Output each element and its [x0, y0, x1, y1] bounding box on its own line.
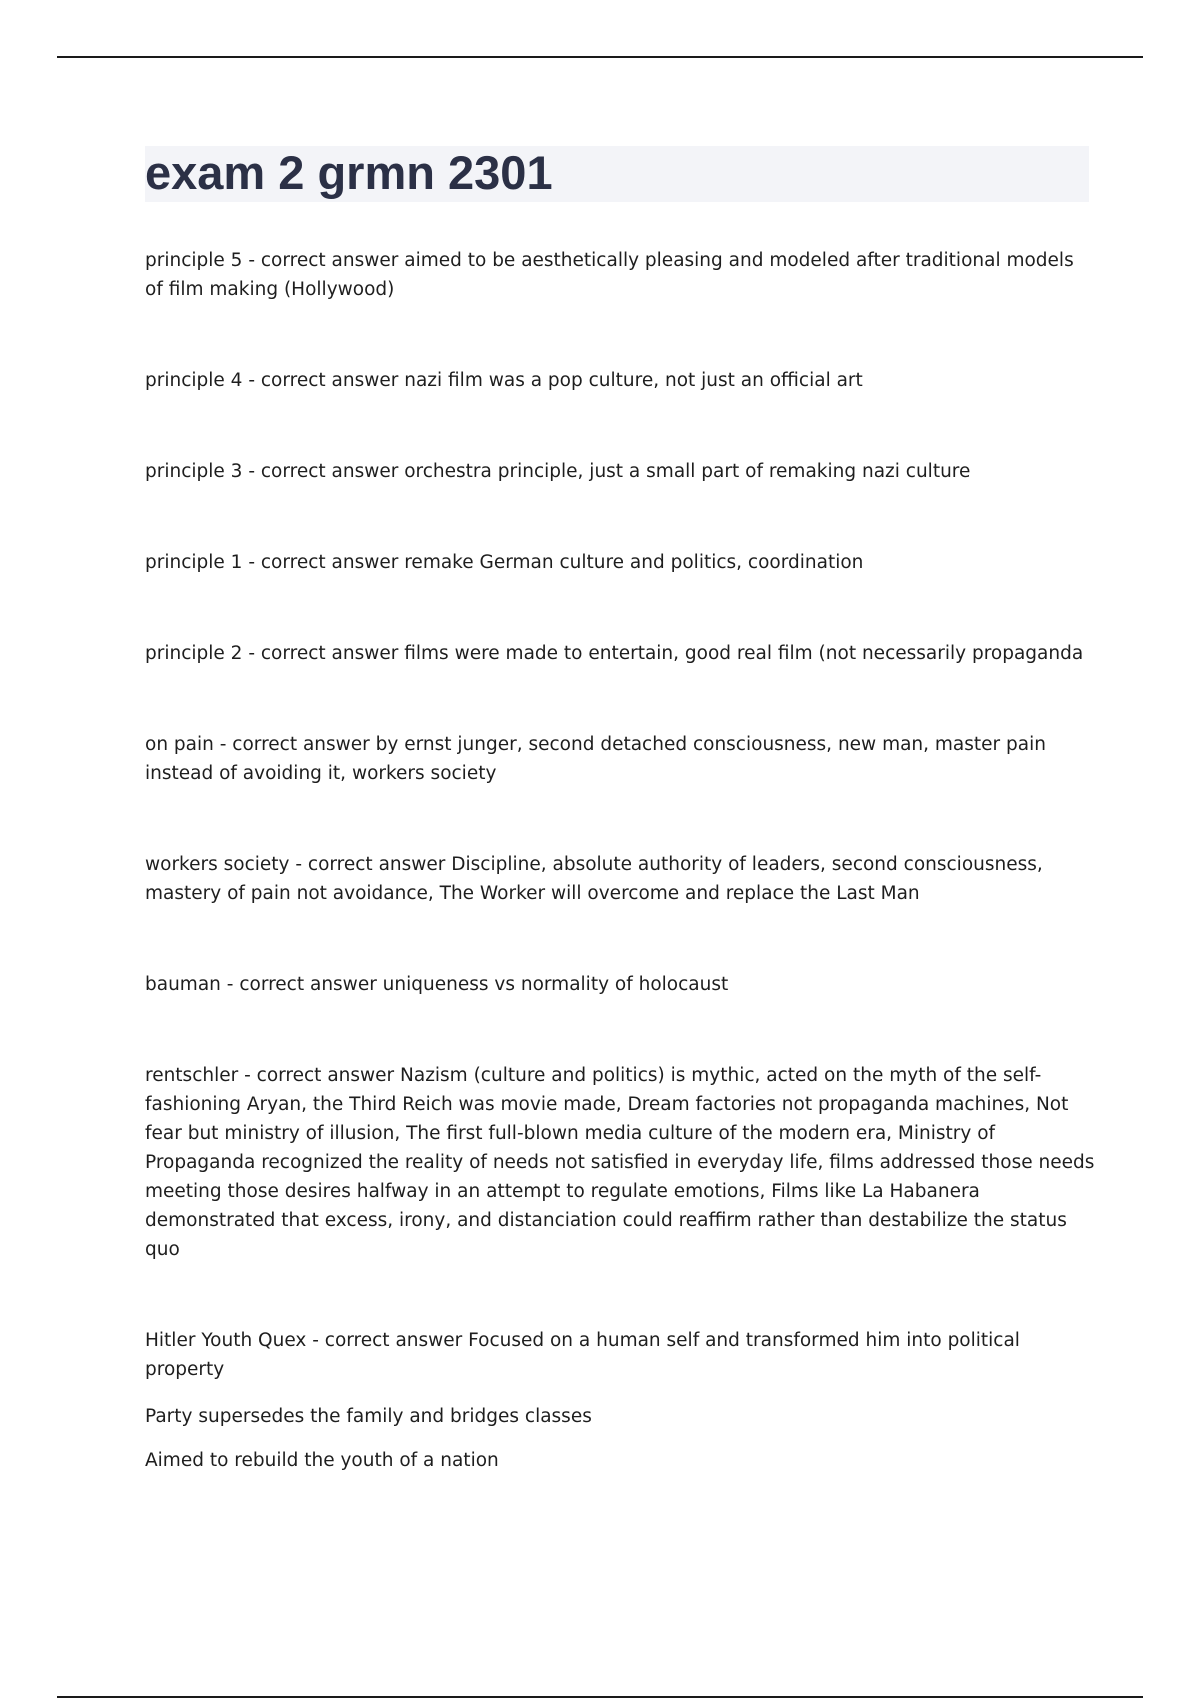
entry-continuation-line: Aimed to rebuild the youth of a nation: [145, 1450, 499, 1471]
entry-continuation-line: Party supersedes the family and bridges classes: [145, 1406, 592, 1427]
entry-hitler-youth-quex: Hitler Youth Quex - correct answer Focused on a human self and transformed him into political property: [145, 1330, 1020, 1380]
entry-workers-society: workers society - correct answer Discipline, absolute authority of leaders, second consciousness, mastery of pain not avoidance, The Worker will overcome and replace the Last Man: [145, 854, 1043, 904]
document-title: exam 2 grmn 2301: [145, 146, 553, 199]
footer-rule: [57, 1696, 1143, 1698]
entry-rentschler: rentschler - correct answer Nazism (culture and politics) is mythic, acted on the myth of the self-fashioning Aryan, the Third Reich was movie made, Dream factories not propaganda machines, Not fear but ministry of illusion, The first full-blown media culture of the modern era, Ministry of Propaganda recognized the reality of needs not satisfied in everyday life, films addressed those needs meeting those desires halfway in an attempt to regulate emotions, Films like La Habanera demonstrated that excess, irony, and distanciation could reaffirm rather than destabilize the status quo: [145, 1065, 1095, 1260]
entry-principle-1: principle 1 - correct answer remake German culture and politics, coordination: [145, 552, 864, 573]
entry-bauman: bauman - correct answer uniqueness vs normality of holocaust: [145, 974, 729, 995]
flashcard-list: [145, 246, 1095, 1475]
entry-on-pain: on pain - correct answer by ernst junger, second detached consciousness, new man, master pain instead of avoiding it, workers society: [145, 734, 1046, 784]
entry-principle-2: principle 2 - correct answer films were made to entertain, good real film (not necessarily propaganda: [145, 643, 1084, 664]
entry-principle-4: principle 4 - correct answer nazi film was a pop culture, not just an official art: [145, 370, 863, 391]
header-rule: [57, 56, 1143, 58]
entry-principle-5: principle 5 - correct answer aimed to be aesthetically pleasing and modeled after traditional models of film making (Hollywood): [145, 250, 1074, 300]
entry-principle-3: principle 3 - correct answer orchestra principle, just a small part of remaking nazi culture: [145, 461, 971, 482]
